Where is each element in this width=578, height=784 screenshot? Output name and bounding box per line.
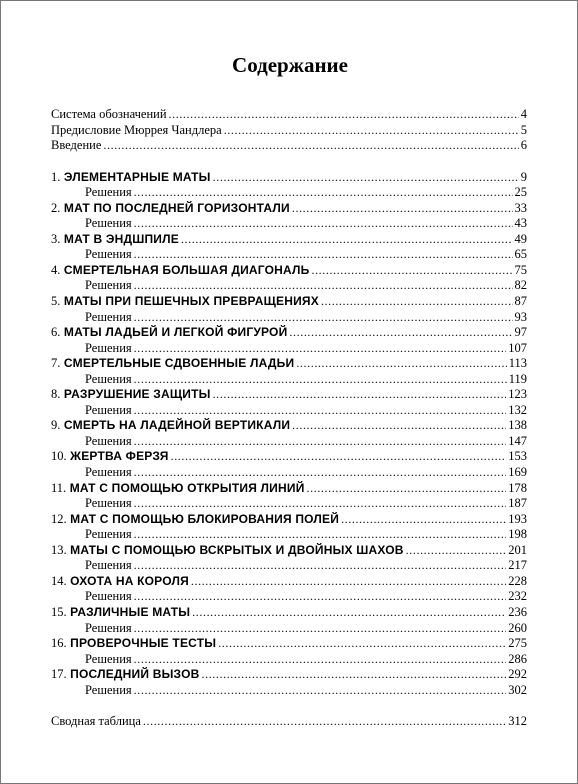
dot-leader [134,558,507,574]
toc-entry-label [51,263,309,279]
toc-chapter-entry[interactable] [51,201,527,217]
chapter-number: 3. [51,231,61,246]
dot-leader [321,294,513,310]
page-number: 138 [508,418,527,433]
toc-entry-label: Решения [85,278,132,293]
toc-solutions-entry[interactable] [51,652,527,668]
dot-leader [191,574,506,590]
toc-entry-label: Решения [85,216,132,231]
page-number: 87 [514,294,527,309]
toc-solutions-entry[interactable] [51,434,527,450]
chapter-number: 5. [51,294,61,309]
toc-entry-label [51,294,319,310]
toc-entry-label [51,449,169,465]
toc-solutions-entry[interactable] [51,621,527,637]
toc-entry-label [51,387,211,403]
dot-leader [192,605,506,621]
page-number: 201 [508,542,527,557]
chapter-title: СМЕРТЕЛЬНЫЕ СДВОЕННЫЕ ЛАДЬИ [63,356,295,371]
dot-leader [134,621,507,637]
page-number: 228 [508,573,527,588]
page-number: 312 [508,714,527,729]
toc-entry-label: Решения [85,309,132,324]
page-number: 153 [508,449,527,464]
dot-leader [169,107,519,123]
page-number: 82 [514,278,527,293]
back-matter-list [51,714,527,730]
dot-leader [134,465,507,481]
dot-leader [218,636,506,652]
chapter-title: ЖЕРТВА ФЕРЗЯ [70,449,169,464]
page-number: 93 [514,309,527,324]
chapter-number: 14. [51,573,67,588]
toc-entry-label: Решения [85,682,132,697]
toc-entry-label: Введение [51,138,102,153]
dot-leader [213,170,519,186]
toc-chapter-entry[interactable] [51,325,527,341]
chapter-number: 9. [51,418,61,433]
toc-chapter-entry[interactable] [51,605,527,621]
page-number: 286 [508,651,527,666]
page-number: 4 [520,107,527,121]
toc-solutions-entry[interactable] [51,372,527,388]
chapter-number: 1. [51,169,61,184]
page-number: 302 [508,682,527,697]
toc-chapter-entry[interactable] [51,449,527,465]
page-number: 292 [508,667,527,682]
page-number: 43 [514,216,527,231]
toc-entry-label: Решения [85,185,132,200]
toc-solutions-entry[interactable] [51,403,527,419]
toc-entry-label: Решения [85,433,132,448]
toc-entry-label [51,481,305,497]
dot-leader [134,372,507,388]
toc-chapter-entry[interactable] [51,356,527,372]
dot-leader [134,683,507,699]
page-number: 178 [508,480,527,495]
chapter-title: РАЗЛИЧНЫЕ МАТЫ [70,604,191,619]
toc-entry-label [51,201,290,217]
toc-solutions-entry[interactable] [51,589,527,605]
toc-entry-label: Решения [85,465,132,480]
toc-entry-label [51,356,294,372]
page-number: 169 [508,465,527,480]
toc-solutions-entry[interactable] [51,247,527,263]
chapter-number: 4. [51,262,61,277]
chapter-title: МАТЫ С ПОМОЩЬЮ ВСКРЫТЫХ И ДВОЙНЫХ ШАХОВ [70,542,404,557]
toc-chapter-entry[interactable] [51,263,527,279]
chapter-number: 8. [51,387,61,402]
dot-leader [134,527,507,543]
dot-leader [103,138,518,154]
toc-entry-label: Решения [85,496,132,511]
page-number: 132 [508,402,527,417]
toc-solutions-entry[interactable] [51,496,527,512]
page-number: 198 [508,527,527,542]
page-number: 217 [508,558,527,573]
toc-chapter-entry[interactable] [51,543,527,559]
chapter-title: МАТ С ПОМОЩЬЮ БЛОКИРОВАНИЯ ПОЛЕЙ [70,511,340,526]
dot-leader [213,387,507,403]
toc-chapter-entry[interactable] [51,667,527,683]
chapter-title: ПРОВЕРОЧНЫЕ ТЕСТЫ [70,636,217,651]
section-gap [51,154,527,170]
toc-entry-label [51,605,190,621]
toc-solutions-entry[interactable] [51,185,527,201]
chapter-list [51,170,527,699]
page-number: 260 [508,620,527,635]
page-number: 6 [520,138,527,153]
chapter-number: 15. [51,604,67,619]
chapter-number: 17. [51,667,67,682]
toc-solutions-entry[interactable] [51,278,527,294]
dot-leader [406,543,507,559]
chapter-number: 7. [51,356,61,371]
chapter-title: СМЕРТЬ НА ЛАДЕЙНОЙ ВЕРТИКАЛИ [63,418,291,433]
dot-leader [134,434,507,450]
dot-leader [134,185,513,201]
page-number: 97 [514,325,527,340]
toc-solutions-entry[interactable] [51,558,527,574]
dot-leader [296,356,506,372]
dot-leader [181,232,513,248]
chapter-title: МАТ ПО ПОСЛЕДНЕЙ ГОРИЗОНТАЛИ [63,200,290,215]
toc-entry-label: Решения [85,589,132,604]
toc-entry-label: Решения [85,527,132,542]
page-number: 65 [514,247,527,262]
toc-entry-label: Решения [85,620,132,635]
toc-entry-label [51,418,290,434]
toc-entry[interactable] [51,138,527,154]
toc-entry-label [51,325,287,341]
dot-leader [134,496,507,512]
toc-chapter-entry[interactable] [51,574,527,590]
dot-leader [134,216,513,232]
chapter-title: МАТЫ ЛАДЬЕЙ И ЛЕГКОЙ ФИГУРОЙ [63,325,288,340]
chapter-number: 16. [51,636,67,651]
toc-entry-label: Решения [85,247,132,262]
dot-leader [292,201,513,217]
toc-entry-label: Решения [85,371,132,386]
page-title: Содержание [232,53,348,77]
page-number: 193 [508,511,527,526]
page-number: 75 [514,262,527,277]
dot-leader [134,403,507,419]
toc-entry-label [51,170,211,186]
toc-entry[interactable] [51,123,527,139]
toc-solutions-entry[interactable] [51,310,527,326]
page-number: 5 [520,122,527,137]
toc-entry-label: Сводная таблица [51,714,141,729]
page-number: 107 [508,340,527,355]
chapter-title: ОХОТА НА КОРОЛЯ [70,573,189,588]
page-number: 147 [508,433,527,448]
dot-leader [311,263,512,279]
dot-leader [341,512,506,528]
toc-entry-label: Решения [85,651,132,666]
chapter-title: ПОСЛЕДНИЙ ВЫЗОВ [70,667,200,682]
page-number: 113 [508,356,527,371]
dot-leader [134,589,507,605]
toc-entry-label [51,543,404,559]
chapter-number: 13. [51,542,67,557]
toc-entry-label [51,636,216,652]
page-number: 9 [520,169,527,184]
toc-solutions-entry[interactable] [51,465,527,481]
page-number: 123 [508,387,527,402]
toc-entry-label: Система обозначений [51,107,167,121]
toc-solutions-entry[interactable] [51,683,527,699]
toc-chapter-entry[interactable] [51,636,527,652]
toc-solutions-entry[interactable] [51,527,527,543]
dot-leader [202,667,507,683]
chapter-title: РАЗРУШЕНИЕ ЗАЩИТЫ [63,387,211,402]
dot-leader [134,652,507,668]
dot-leader [143,714,506,730]
dot-leader [171,449,507,465]
toc-entry-label: Решения [85,558,132,573]
chapter-number: 2. [51,200,61,215]
page-number: 275 [508,636,527,651]
dot-leader [289,325,512,341]
toc-solutions-entry[interactable] [51,216,527,232]
toc-chapter-entry[interactable] [51,294,527,310]
page-number: 119 [508,371,527,386]
dot-leader [134,247,513,263]
dot-leader [134,341,507,357]
page-number: 49 [514,231,527,246]
toc-entry-label: Предисловие Мюррея Чандлера [51,122,222,137]
dot-leader [134,310,513,326]
toc-entry-label [51,667,200,683]
dot-leader [292,418,506,434]
toc-entry-label: Решения [85,402,132,417]
toc-entry[interactable] [51,107,527,123]
section-gap [51,698,527,714]
chapter-title: ЭЛЕМЕНТАРНЫЕ МАТЫ [63,169,211,184]
page-number: 236 [508,604,527,619]
toc-chapter-entry[interactable] [51,232,527,248]
toc-entry-label [51,574,189,590]
dot-leader [224,123,519,139]
page-number: 187 [508,496,527,511]
chapter-number: 10. [51,449,67,464]
toc-entry[interactable] [51,714,527,730]
page-number: 232 [508,589,527,604]
toc-chapter-entry[interactable] [51,418,527,434]
toc-chapter-entry[interactable] [51,387,527,403]
chapter-number: 11. [51,480,67,495]
toc-chapter-entry[interactable] [51,170,527,186]
dot-leader [134,278,513,294]
dot-leader [307,481,507,497]
toc-entry-label: Решения [85,340,132,355]
page-number: 25 [514,185,527,200]
chapter-title: МАТ С ПОМОЩЬЮ ОТКРЫТИЯ ЛИНИЙ [69,480,305,495]
toc-chapter-entry[interactable] [51,512,527,528]
chapter-title: СМЕРТЕЛЬНАЯ БОЛЬШАЯ ДИАГОНАЛЬ [63,262,310,277]
toc-chapter-entry[interactable] [51,481,527,497]
chapter-number: 12. [51,511,67,526]
table-of-contents [51,107,527,730]
front-matter-list [51,107,527,154]
toc-entry-label [51,512,339,528]
chapter-title: МАТЫ ПРИ ПЕШЕЧНЫХ ПРЕВРАЩЕНИЯХ [63,294,319,309]
toc-entry-label [51,232,179,248]
chapter-number: 6. [51,325,61,340]
toc-solutions-entry[interactable] [51,341,527,357]
page-number: 33 [514,200,527,215]
chapter-title: МАТ В ЭНДШПИЛЕ [63,231,179,246]
